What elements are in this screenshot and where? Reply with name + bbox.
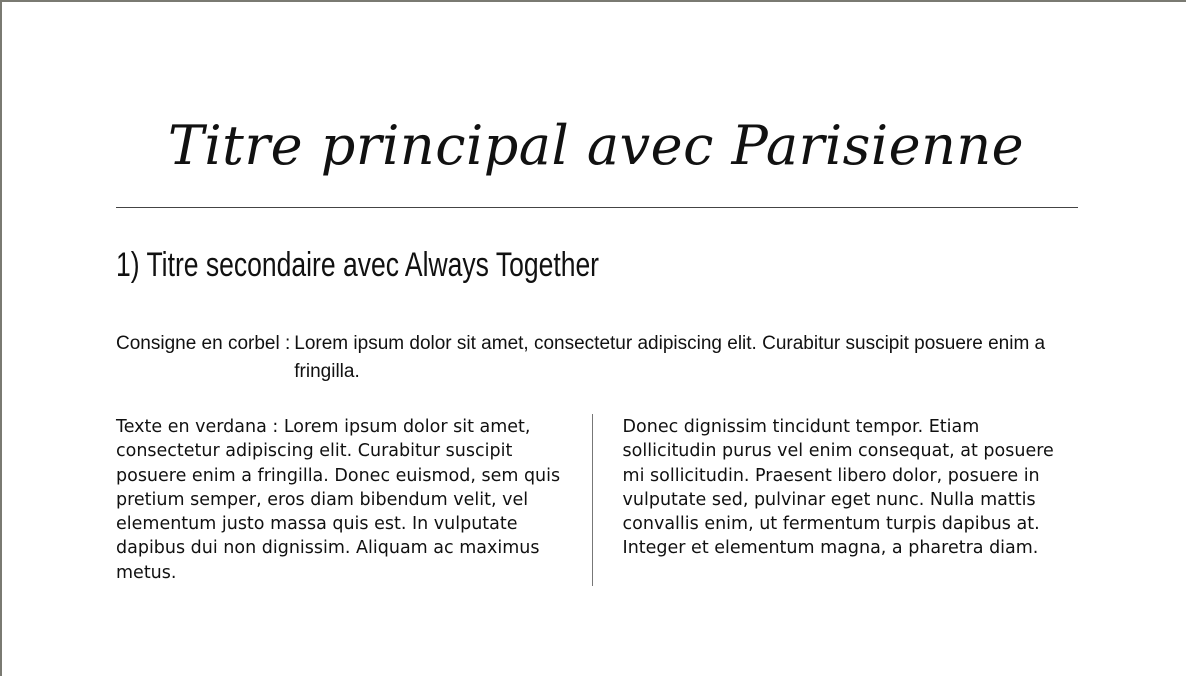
two-column-text: [116, 414, 1078, 586]
title-divider: [116, 207, 1078, 208]
left-column-text: Texte en verdana : Lorem ipsum dolor sit amet, consectetur adipiscing elit. Curabitur suscipit posuere enim a fringilla. Donec euismod, sem quis pretium semper, eros diam bibendum velit, vel elementum justo massa quis est. In vulputate dapibus dui non dignissim. Aliquam ac maximus metus.: [116, 414, 593, 586]
section-subtitle: 1) Titre secondaire avec Always Together: [116, 246, 600, 284]
right-column-text: Donec dignissim tincidunt tempor. Etiam sollicitudin purus vel enim consequat, at posuere mi sollicitudin. Praesent libero dolor, posuere in vulputate sed, pulvinar eget nunc. Nulla mattis convallis enim, ut fermentum turpis dapibus at. Integer et elementum magna, a pharetra diam.: [622, 417, 1054, 559]
main-title: Titre principal avec Parisienne: [167, 114, 1025, 177]
instruction-text: Lorem ipsum dolor sit amet, consectetur adipiscing elit. Curabitur suscipit posuere enim a fringilla.: [294, 333, 1046, 382]
instruction-label: Consigne en corbel :: [116, 333, 291, 354]
instruction-block: [116, 330, 1076, 386]
